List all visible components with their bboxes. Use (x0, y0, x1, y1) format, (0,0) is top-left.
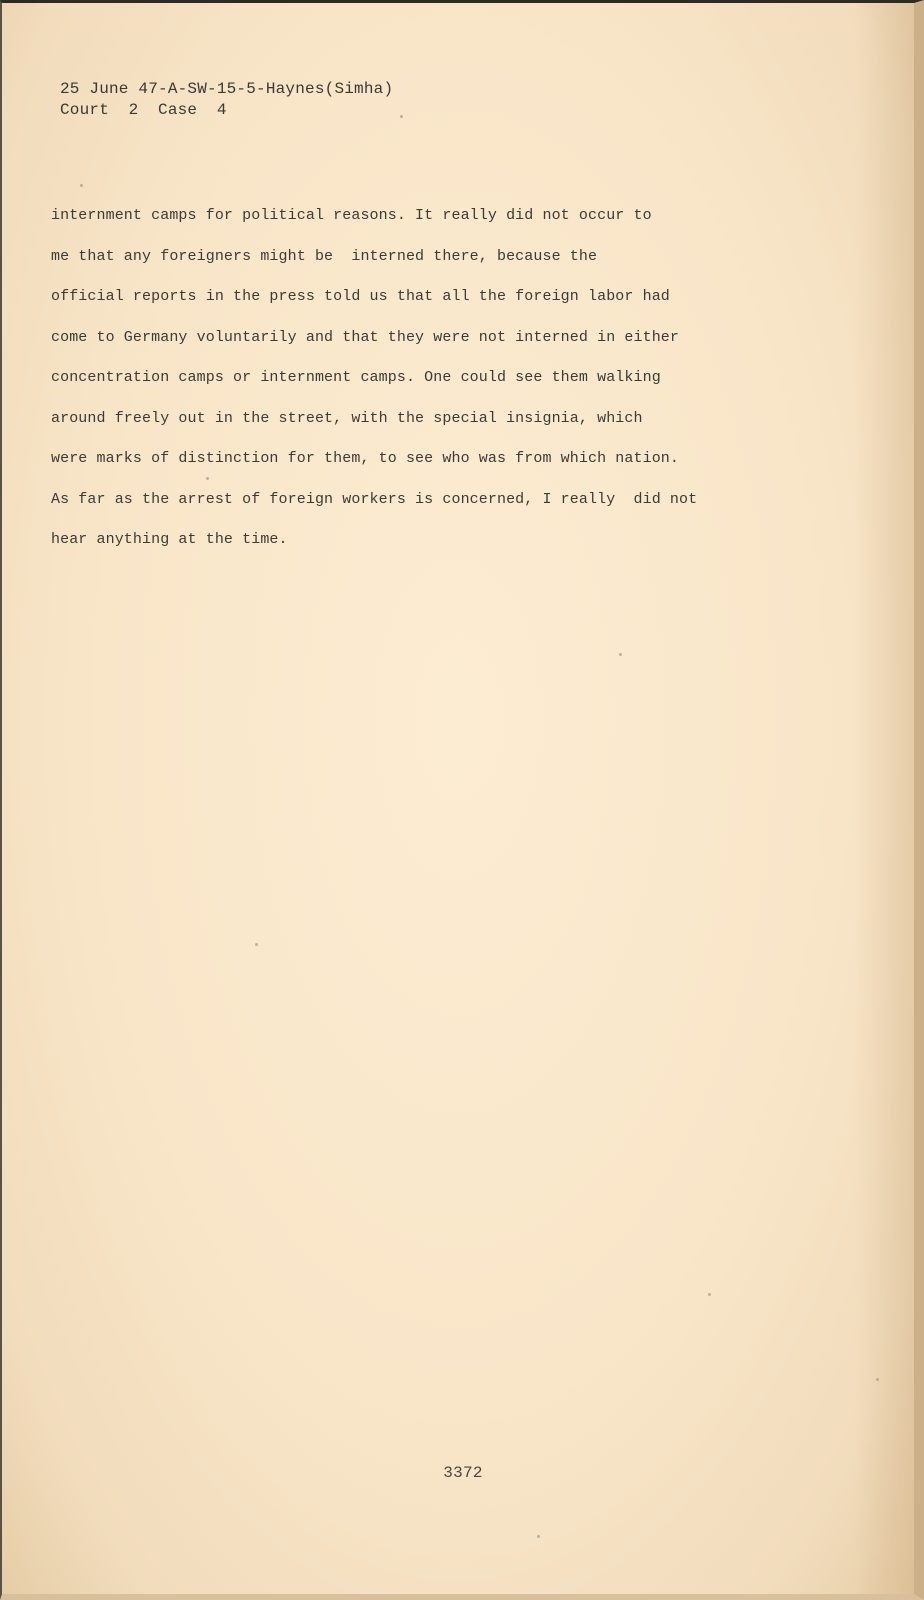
text-line: internment camps for political reasons. It really did not occur to (51, 207, 652, 224)
header-court-case-line: Court 2 Case 4 (60, 101, 227, 119)
text-line: official reports in the press told us that all the foreign labor had (51, 288, 670, 305)
page-number: 3372 (443, 1464, 483, 1482)
paper-speck (708, 1293, 711, 1296)
header-reference-line: 25 June 47-A-SW-15-5-Haynes(Simha) (60, 80, 394, 98)
paper-speck (206, 477, 209, 480)
paper-speck (400, 115, 403, 118)
text-line: me that any foreigners might be interned there, because the (51, 247, 598, 265)
text-line: around freely out in the street, with the special insignia, which (51, 409, 643, 427)
text-line: come to Germany voluntarily and that they were not interned in either (51, 328, 680, 346)
paper-speck (255, 943, 258, 946)
paper-speck (876, 1378, 879, 1381)
paper-speck (80, 184, 83, 187)
text-line: hear anything at the time. (51, 531, 288, 548)
paper-speck (537, 1535, 540, 1538)
text-line: As far as the arrest of foreign workers is concerned, I really did not (51, 490, 698, 508)
text-line: were marks of distinction for them, to see who was from which nation. (51, 450, 680, 467)
paper-speck (619, 653, 622, 656)
document-header (60, 79, 393, 121)
text-line: concentration camps or internment camps. One could see them walking (51, 369, 661, 386)
testimony-text (51, 196, 791, 561)
